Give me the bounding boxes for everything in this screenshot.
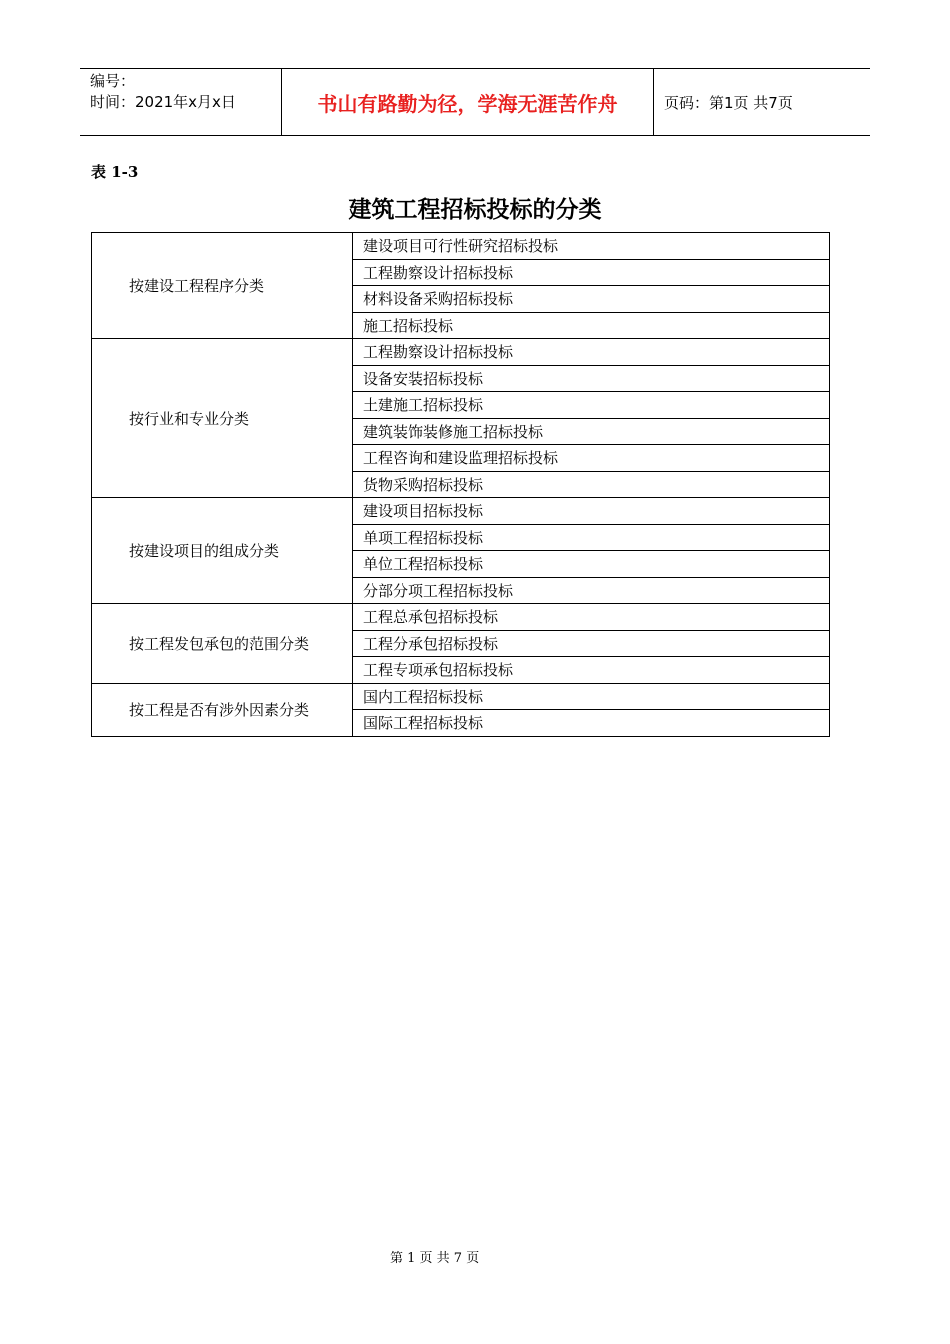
category-cell: 按建设工程程序分类 bbox=[92, 233, 353, 339]
table-row bbox=[92, 339, 830, 366]
item-cell: 设备安装招标投标 bbox=[353, 365, 830, 392]
item-cell: 分部分项工程招标投标 bbox=[353, 577, 830, 604]
table-row bbox=[92, 604, 830, 631]
time-label: 时间：2021年x月x日 bbox=[90, 93, 236, 111]
item-cell: 建设项目可行性研究招标投标 bbox=[353, 233, 830, 260]
item-cell: 工程咨询和建设监理招标投标 bbox=[353, 445, 830, 472]
category-cell: 按建设项目的组成分类 bbox=[92, 498, 353, 604]
item-cell: 国内工程招标投标 bbox=[353, 683, 830, 710]
header-meta bbox=[80, 69, 281, 135]
table-row bbox=[92, 233, 830, 260]
item-cell: 国际工程招标投标 bbox=[353, 710, 830, 737]
item-cell: 单位工程招标投标 bbox=[353, 551, 830, 578]
document-title: 建筑工程招标投标的分类 bbox=[348, 197, 602, 223]
category-cell: 按工程是否有涉外因素分类 bbox=[92, 683, 353, 736]
number-label: 编号： bbox=[90, 72, 136, 90]
table-label: 表 1-3 bbox=[91, 163, 139, 181]
item-cell: 土建施工招标投标 bbox=[353, 392, 830, 419]
header-motto: 书山有路勤为径，学海无涯苦作舟 bbox=[281, 69, 654, 135]
item-cell: 工程总承包招标投标 bbox=[353, 604, 830, 631]
page-footer: 第 1 页 共 7 页 bbox=[390, 1251, 480, 1266]
table-row bbox=[92, 683, 830, 710]
item-cell: 建设项目招标投标 bbox=[353, 498, 830, 525]
item-cell: 工程勘察设计招标投标 bbox=[353, 259, 830, 286]
item-cell: 建筑装饰装修施工招标投标 bbox=[353, 418, 830, 445]
item-cell: 工程专项承包招标投标 bbox=[353, 657, 830, 684]
item-cell: 工程勘察设计招标投标 bbox=[353, 339, 830, 366]
header-page-info: 页码：第1页 共7页 bbox=[664, 93, 793, 112]
category-cell: 按工程发包承包的范围分类 bbox=[92, 604, 353, 684]
classification-table bbox=[91, 232, 830, 737]
item-cell: 工程分承包招标投标 bbox=[353, 630, 830, 657]
item-cell: 货物采购招标投标 bbox=[353, 471, 830, 498]
page-header bbox=[80, 68, 870, 136]
table-row bbox=[92, 498, 830, 525]
item-cell: 施工招标投标 bbox=[353, 312, 830, 339]
item-cell: 材料设备采购招标投标 bbox=[353, 286, 830, 313]
item-cell: 单项工程招标投标 bbox=[353, 524, 830, 551]
category-cell: 按行业和专业分类 bbox=[92, 339, 353, 498]
